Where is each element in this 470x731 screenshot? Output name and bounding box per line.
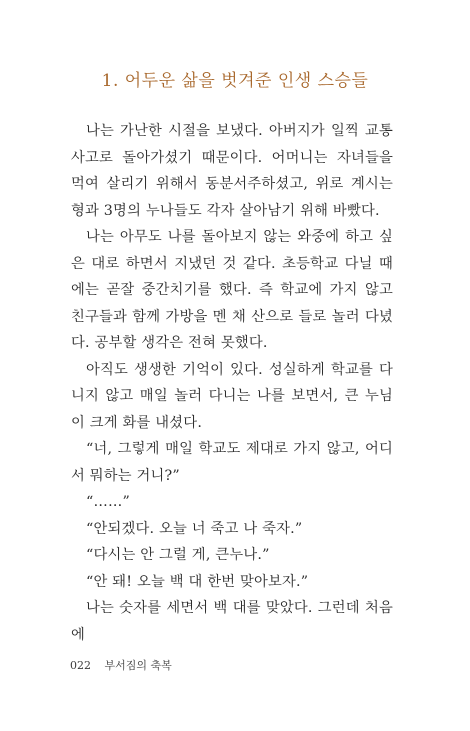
dialogue-line: “다시는 안 그럴 게, 큰누나.” bbox=[86, 547, 270, 563]
paragraph: 나는 숫자를 세면서 백 대를 맞았다. 그런데 처음에 bbox=[71, 600, 393, 643]
page-number: 022 bbox=[70, 659, 91, 672]
dialogue-line: “안 돼! 오늘 백 대 한번 맞아보자.” bbox=[86, 573, 309, 590]
page-footer bbox=[70, 657, 172, 673]
chapter-title: 1. 어두운 삶을 벗겨준 인생 스승들 bbox=[101, 71, 369, 91]
dialogue-line: “안되겠다. 오늘 너 죽고 나 죽자.” bbox=[86, 520, 303, 537]
book-title: 부서짐의 축복 bbox=[104, 659, 172, 672]
paragraph: 나는 가난한 시절을 보냈다. 아버지가 일찍 교통사고로 돌아가셨기 때문이다. 어머니는 자녀들을 먹여 살리기 위해서 동분서주하셨고, 위로 계시는 형과 3명의 누나들도 각자 살아남기 위해 바빴다. bbox=[71, 123, 393, 219]
paragraph: 나는 아무도 나를 돌아보지 않는 와중에 하고 싶은 대로 하면서 지냈던 것 같다. 초등학교 다닐 때에는 곧잘 중간치기를 했다. 즉 학교에 가지 않고 친구들과 함께 가방을 멘 채 산으로 들로 놀러 다녔다. 공부할 생각은 전혀 못했다. bbox=[71, 229, 393, 351]
paragraph: 아직도 생생한 기억이 있다. 성실하게 학교를 다니지 않고 매일 놀러 다니는 나를 보면서, 큰 누님이 크게 화를 내셨다. bbox=[71, 361, 393, 431]
dialogue-line: “너, 그렇게 매일 학교도 제대로 가지 않고, 어디서 뭐하는 거니?” bbox=[71, 441, 393, 484]
dialogue-line: “……” bbox=[86, 494, 131, 510]
body-text bbox=[71, 118, 393, 648]
